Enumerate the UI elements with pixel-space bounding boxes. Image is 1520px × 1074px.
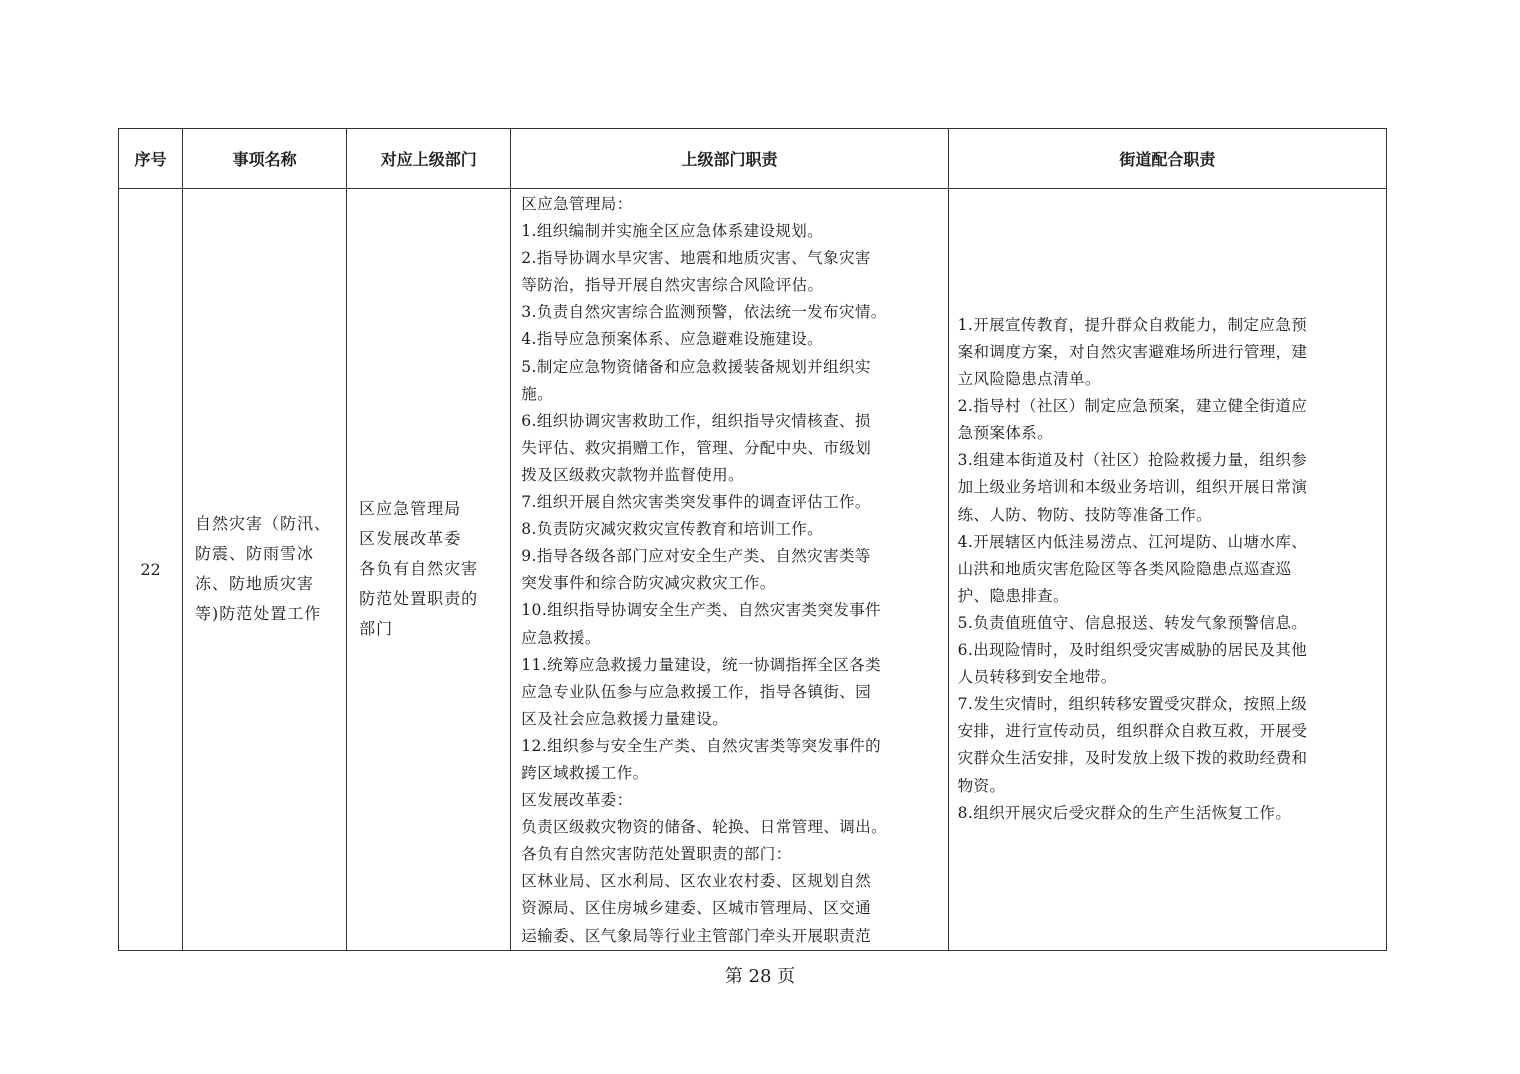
- superior-dept-line: 区应急管理局: [359, 499, 462, 519]
- street-duty-line: 立风险隐患点清单。: [957, 370, 1101, 389]
- item-name-line: 防震、防雨雪冰: [195, 544, 315, 564]
- table-row: [119, 189, 1387, 951]
- street-duty-line: 人员转移到安全地带。: [957, 668, 1117, 687]
- superior-dept-line: 部门: [359, 619, 394, 639]
- superior-duty-line: 3.负责自然灾害综合监测预警，依法统一发布灾情。: [521, 303, 887, 322]
- superior-duty-line: 区及社会应急救援力量建设。: [521, 709, 728, 728]
- street-duty-line: 案和调度方案，对自然灾害避难场所进行管理，建: [957, 343, 1308, 362]
- superior-duty-line: 各负有自然灾害防范处置职责的部门：: [521, 845, 792, 864]
- superior-duty-line: 失评估、救灾捐赠工作，管理、分配中央、市级划: [521, 438, 872, 457]
- superior-duty-line: 8.负责防灾减灾救灾宣传教育和培训工作。: [521, 520, 824, 539]
- street-duty-cell: [948, 189, 1386, 951]
- item-name-line: 冻、防地质灾害: [195, 574, 315, 594]
- superior-dept-cell: [347, 189, 511, 951]
- superior-duty-line: 1.组织编制并实施全区应急体系建设规划。: [521, 222, 824, 241]
- superior-duty-line: 4.指导应急预案体系、应急避难设施建设。: [521, 330, 824, 349]
- superior-dept-line: 区发展改革委: [359, 529, 462, 549]
- superior-duty-line: 拨及区级救灾款物并监督使用。: [521, 465, 744, 484]
- header-street-duty: 街道配合职责: [948, 129, 1386, 189]
- superior-dept-line: 防范处置职责的: [359, 589, 479, 609]
- item-name-text: [183, 509, 346, 629]
- street-duty-line: 6.出现险情时，及时组织受灾害威胁的居民及其他: [957, 641, 1308, 660]
- street-duty-line: 加上级业务培训和本级业务培训，组织开展日常演: [957, 478, 1308, 497]
- header-item-name: 事项名称: [183, 129, 347, 189]
- street-duty-line: 1.开展宣传教育，提升群众自救能力，制定应急预: [957, 315, 1308, 334]
- street-duty-line: 3.组建本街道及村（社区）抢险救援力量，组织参: [957, 451, 1308, 470]
- street-duty-line: 练、人防、物防、技防等准备工作。: [957, 505, 1213, 524]
- superior-duty-cell: [511, 189, 948, 951]
- superior-duty-line: 10.组织指导协调安全生产类、自然灾害类突发事件: [521, 601, 882, 620]
- superior-duty-line: 应急专业队伍参与应急救援工作，指导各镇街、园: [521, 682, 872, 701]
- header-superior-duty: 上级部门职责: [511, 129, 948, 189]
- street-duty-line: 4.开展辖区内低洼易涝点、江河堤防、山塘水库、: [957, 532, 1308, 551]
- street-duty-line: 5.负责值班值守、信息报送、转发气象预警信息。: [957, 613, 1308, 632]
- superior-duty-line: 应急救援。: [521, 628, 601, 647]
- superior-duty-line: 资源局、区住房城乡建委、区城市管理局、区交通: [521, 899, 872, 918]
- superior-duty-line: 负责区级救灾物资的储备、轮换、日常管理、调出。: [521, 818, 887, 837]
- street-duty-line: 安排，进行宣传动员，组织群众自救互救，开展受: [957, 722, 1308, 741]
- table-header-row: [119, 129, 1387, 189]
- item-name-line: 等)防范处置工作: [195, 604, 322, 624]
- superior-duty-text: [511, 189, 947, 950]
- superior-duty-line: 7.组织开展自然灾害类突发事件的调查评估工作。: [521, 493, 871, 512]
- superior-duty-line: 2.指导协调水旱灾害、地震和地质灾害、气象灾害: [521, 249, 871, 268]
- header-number: 序号: [119, 129, 183, 189]
- street-duty-line: 急预案体系。: [957, 424, 1054, 443]
- street-duty-line: 2.指导村（社区）制定应急预案，建立健全街道应: [957, 397, 1308, 416]
- street-duty-line: 7.发生灾情时，组织转移安置受灾群众，按照上级: [957, 695, 1308, 714]
- superior-duty-line: 等防治，指导开展自然灾害综合风险评估。: [521, 276, 824, 295]
- street-duty-line: 8.组织开展灾后受灾群众的生产生活恢复工作。: [957, 803, 1292, 822]
- street-duty-line: 护、隐患排查。: [957, 586, 1069, 605]
- item-name-line: 自然灾害（防汛、: [195, 514, 332, 534]
- superior-dept-text: [347, 494, 510, 644]
- superior-duty-line: 9.指导各级各部门应对安全生产类、自然灾害类等: [521, 547, 871, 566]
- duty-table: [118, 128, 1387, 951]
- page-number: 第 28 页: [724, 966, 796, 987]
- superior-duty-line: 运输委、区气象局等行业主管部门牵头开展职责范: [521, 926, 872, 945]
- superior-duty-line: 跨区域救援工作。: [521, 763, 649, 782]
- street-duty-line: 灾群众生活安排，及时发放上级下拨的救助经费和: [957, 749, 1308, 768]
- row-number: 22: [119, 189, 183, 951]
- superior-duty-line: 突发事件和综合防灾减灾救灾工作。: [521, 574, 776, 593]
- superior-duty-line: 区林业局、区水利局、区农业农村委、区规划自然: [521, 872, 872, 891]
- superior-duty-line: 区发展改革委：: [521, 791, 633, 810]
- header-superior-dept: 对应上级部门: [347, 129, 511, 189]
- street-duty-line: 山洪和地质灾害危险区等各类风险隐患点巡查巡: [957, 559, 1292, 578]
- item-name-cell: [183, 189, 347, 951]
- superior-duty-line: 12.组织参与安全生产类、自然灾害类等突发事件的: [521, 736, 882, 755]
- superior-duty-line: 6.组织协调灾害救助工作，组织指导灾情核查、损: [521, 411, 871, 430]
- superior-duty-line: 施。: [521, 384, 554, 403]
- street-duty-line: 物资。: [957, 776, 1006, 795]
- superior-duty-line: 5.制定应急物资储备和应急救援装备规划并组织实: [521, 357, 871, 376]
- superior-duty-line: 区应急管理局：: [521, 195, 633, 213]
- superior-dept-line: 各负有自然灾害: [359, 559, 479, 579]
- superior-duty-line: 11.统筹应急救援力量建设，统一协调指挥全区各类: [521, 655, 882, 674]
- street-duty-text: [949, 312, 1386, 827]
